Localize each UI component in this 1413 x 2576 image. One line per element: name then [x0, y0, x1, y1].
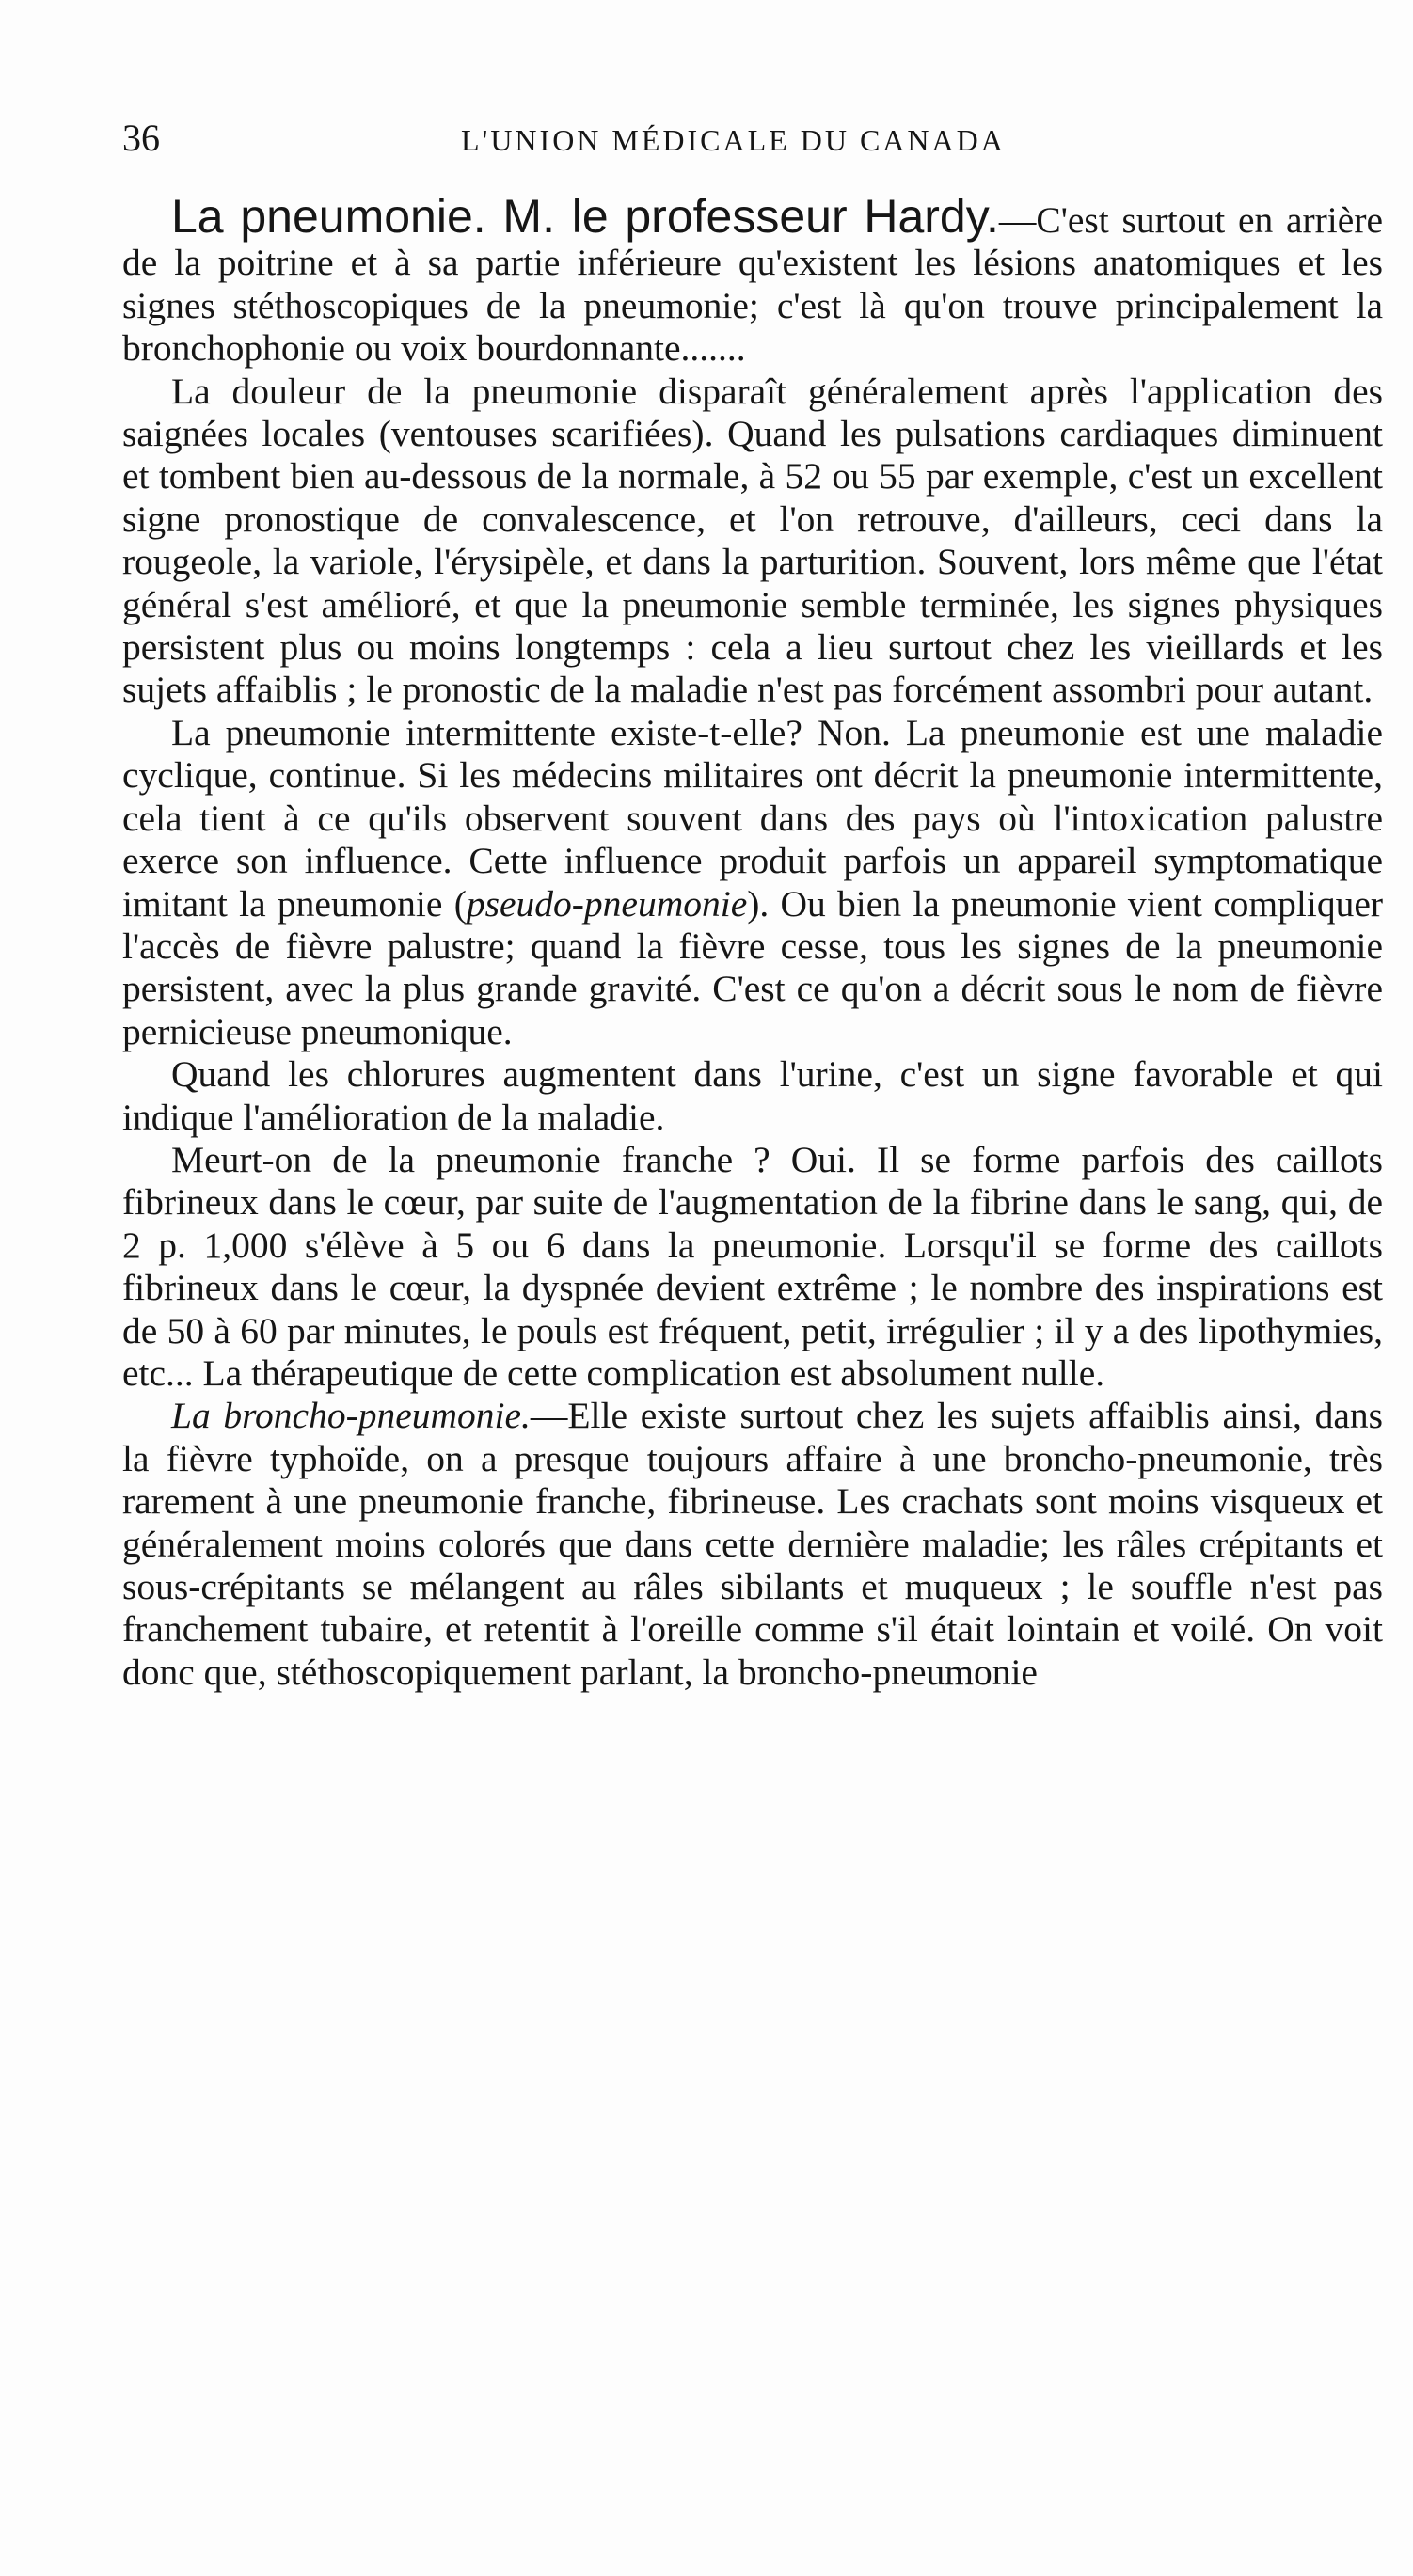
paragraph-text: —Elle existe surtout chez les sujets affaiblis ainsi, dans la fièvre typhoïde, on a presque toujours affaire à une broncho-pneumonie, très rarement à une pneumonie franche, fibrineuse. Les crachats sont moins visqueux et généralement moins colorés que dans cette dernière maladie; les râles crépitants et sous-crépitants se mélangent au râles sibilants et muqueux ; le souffle n'est pas franchement tubaire, et retentit à l'oreille comme s'il était lointain et voilé. On voit donc que, stéthoscopiquement parlant, la broncho-pneumonie — [122, 1395, 1383, 1693]
paragraph-text: Meurt-on de la pneumonie franche ? Oui. Il se forme parfois des caillots fibrineux dans le cœur, par suite de l'augmentation de la fibrine dans le sang, qui, de 2 p. 1,000 s'élève à 5 ou 6 dans la pneumonie. Lorsqu'il se forme des caillots fibrineux dans le cœur, la dyspnée devient extrême ; le nombre des inspirations est de 50 à 60 par minutes, le pouls est fréquent, petit, irrégulier ; il y a des lipothymies, etc... La thérapeutique de cette complication est absolument nulle. — [122, 1138, 1383, 1394]
section-heading-broncho-pneumonie: La broncho-pneumonie. — [171, 1395, 531, 1437]
paragraph-text: Quand les chlorures augmentent dans l'urine, c'est un signe favorable et qui indique l'amélioration de la maladie. — [122, 1053, 1383, 1138]
article-body — [122, 190, 1383, 1694]
page-number: 36 — [122, 117, 160, 159]
paragraph-meurt-on — [122, 1139, 1383, 1395]
paragraph-text: —C'est surtout en arrière de la poitrine et à sa partie inférieure qu'existent les lésions anatomiques et les signes stéthoscopiques de la pneumonie; c'est là qu'on trouve principalement la bronchophonie ou voix bourdonnante....... — [122, 199, 1383, 370]
paragraph-text: La douleur de la pneumonie disparaît généralement après l'application des saignées locales (ventouses scarifiées). Quand les pulsations cardiaques diminuent et tombent bien au-dessous de la normale, à 52 ou 55 par exemple, c'est un excellent signe pronostique de convalescence, et l'on retrouve, d'ailleurs, ceci dans la rougeole, la variole, l'érysipèle, et dans la parturition. Souvent, lors même que l'état général s'est amélioré, et que la pneumonie semble terminée, les signes physiques persistent plus ou moins longtemps : cela a lieu surtout chez les vieillards et les sujets affaiblis ; le pronostic de la maladie n'est pas forcément assombri pour autant. — [122, 370, 1383, 711]
paragraph-pneumonie-intermittente — [122, 712, 1383, 1053]
page-header — [122, 115, 1317, 171]
running-title: L'UNION MÉDICALE DU CANADA — [461, 123, 1006, 157]
paragraph-text: La pneumonie intermittente existe-t-elle? Non. La pneumonie est une maladie cyclique, continue. Si les médecins militaires ont décrit la pneumonie intermittente, cela tient à ce qu'ils observent souvent dans des pays où l'intoxication palustre exerce son influence. Cette influence produit parfois un appareil symptomatique imitant la pneumonie ( — [122, 711, 1383, 925]
paragraph-text: ). Ou bien la pneumonie vient compliquer l'accès de fièvre palustre; quand la fièvre cesse, tous les signes de la pneumonie persistent, avec la plus grande gravité. C'est ce qu'on a décrit sous le nom de fièvre pernicieuse pneumonique. — [122, 882, 1383, 1052]
section-heading-pneumonie: La pneumonie. M. le professeur Hardy. — [171, 190, 999, 243]
paragraph-pneumonie-intro — [122, 190, 1383, 371]
paragraph-douleur — [122, 371, 1383, 712]
italic-term-pseudo-pneumonie: pseudo-pneumonie — [466, 882, 748, 925]
paragraph-chlorures — [122, 1053, 1383, 1139]
paragraph-broncho-pneumonie — [122, 1395, 1383, 1694]
